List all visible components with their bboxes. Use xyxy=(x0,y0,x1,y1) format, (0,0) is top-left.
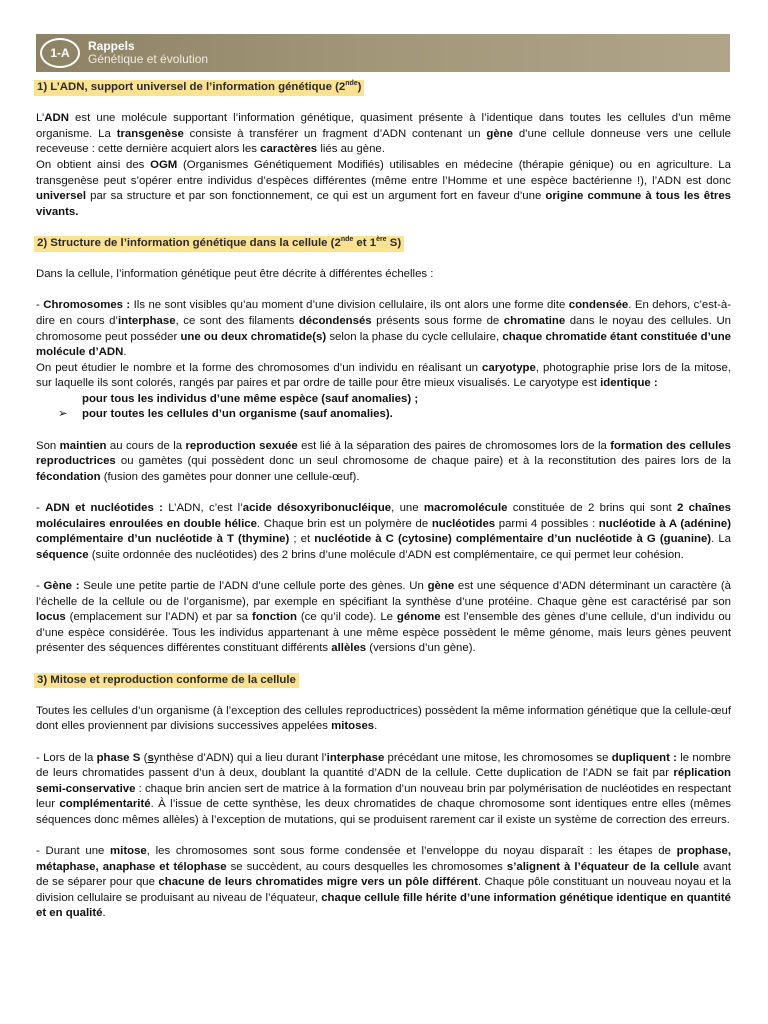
arrow-bullet-icon: ➢ xyxy=(58,408,68,421)
section-heading-3: 3) Mitose et reproduction conforme de la cellule xyxy=(34,673,299,689)
banner-text xyxy=(88,40,208,66)
chapter-badge: 1-A xyxy=(40,38,80,68)
paragraph-phase-s: - Lors de la phase S (synthèse d’ADN) qui a lieu durant l’interphase précédant une mitose, les chromosomes se dupliquent : le nombre de leurs chromatides passent d’un à deux, doublant la quantité d’ADN de la cellule. Cette duplication de l’ADN se fait par réplication semi-conservative : chaque brin ancien sert de matrice à la formation d’un nouveau brin par polymérisation de nucléotides en respectant leur complémentarité. À l’issue de cette synthèse, les deux chromatides de chaque chromosome sont identiques entre elles (mêmes séquences donc mêmes allèles) à l’exception de mutations, qui se produisent rarement car il existe un système de correction des erreurs. xyxy=(36,751,732,826)
list-item: pour tous les individus d’une même espèce (sauf anomalies) ; xyxy=(82,392,419,405)
header-banner xyxy=(36,34,730,72)
section-heading-2: 2) Structure de l’information génétique dans la cellule (2nde et 1ère S) xyxy=(34,236,404,252)
document-content xyxy=(36,80,731,922)
paragraph-ogm: On obtient ainsi des OGM (Organismes Génétiquement Modifiés) utilisables en médecine (thérapie génique) ou en agriculture. La transgenèse peut s’opérer entre individus d’espèces différentes (même entre l’Homme et une espèce bactérienne !), l’ADN est donc universel par sa structure et par son fonctionnement, ce qui est un argument fort en faveur d’une origine commune à tous les êtres vivants. xyxy=(36,158,732,218)
banner-subtitle: Génétique et évolution xyxy=(88,52,209,66)
paragraph-mitoses: Toutes les cellules d’un organisme (à l’exception des cellules reproductrices) possèdent la même information génétique que la cellule-œuf dont elles proviennent par divisions successives appelées mitoses. xyxy=(36,704,731,733)
paragraph-reproduction-sexuee: Son maintien au cours de la reproduction sexuée est lié à la séparation des paires de chromosomes lors de la formation des cellules reproductrices ou gamètes (qui possèdent donc un seul chromosome de chaque paire) et à la reconstitution des paires lors de la fécondation (fusion des gamètes pour donner une cellule-œuf). xyxy=(36,439,731,483)
list-item: ➢ pour toutes les cellules d’un organisme (sauf anomalies). xyxy=(58,407,731,423)
paragraph-caryotype: On peut étudier le nombre et la forme des chromosomes d’un individu en réalisant un caryotype, photographie prise lors de la mitose, sur laquelle ils sont colorés, rangés par paires et par ordre de taille pour être mieux visualisés. Le caryotype est identique : xyxy=(36,361,731,390)
section-heading-1: 1) L’ADN, support universel de l’information génétique (2nde) xyxy=(34,80,364,96)
paragraph-adn: L’ADN est une molécule supportant l’information génétique, quasiment présente à l’identique dans toutes les cellules d’un même organisme. La transgenèse consiste à transférer un fragment d’ADN contenant un gène d’une cellule donneuse vers une cellule receveuse : cette dernière acquiert alors les caractères liés au gène. xyxy=(36,112,731,156)
paragraph-mitose-etapes: - Durant une mitose, les chromosomes sont sous forme condensée et l’enveloppe du noyau disparaît : les étapes de prophase, métaphase, anaphase et télophase se succèdent, au cours desquelles les chromosomes s’alignent à l’équateur de la cellule avant de se séparer pour que chacune de leurs chromatides migre vers un pôle différent. Chaque pôle constituant un nouveau noyau et la division cellulaire se produisant au niveau de l’équateur, chaque cellule fille hérite d’une information génétique identique en quantité et en qualité. xyxy=(36,845,731,920)
paragraph-intro-echelles: Dans la cellule, l’information génétique peut être décrite à différentes échelles : xyxy=(36,268,434,281)
caryotype-list xyxy=(58,392,731,423)
paragraph-chromosomes: - Chromosomes : Ils ne sont visibles qu’au moment d’une division cellulaire, ils ont alors une forme dite condensée. En dehors, c’est-à-dire en cours d’interphase, ce sont des filaments décondensés présents sous forme de chromatine dans le noyau des cellules. Un chromosome peut posséder une ou deux chromatide(s) selon la phase du cycle cellulaire, chaque chromatide étant constituée d’une molécule d’ADN. xyxy=(36,299,732,359)
paragraph-gene: - Gène : Seule une petite partie de l’ADN d’une cellule porte des gènes. Un gène est une séquence d’ADN déterminant un caractère (à l’échelle de la cellule ou de l’organisme), par exemple en spécifiant la synthèse d’une protéine. Chaque gène est caractérisé par son locus (emplacement sur l’ADN) et par sa fonction (ce qu’il code). Le génome est l’ensemble des gènes d’une cellule, d’un individu ou d’une espèce considérée. Tous les individus appartenant à une même espèce possèdent le même génome, mais leurs gènes peuvent présenter des séquences différentes constituant différents allèles (versions d’un gène). xyxy=(36,580,731,655)
banner-title: Rappels xyxy=(88,39,135,53)
paragraph-nucleotides: - ADN et nucléotides : L’ADN, c’est l’acide désoxyribonucléique, une macromolécule constituée de 2 brins qui sont 2 chaînes moléculaires enroulées en double hélice. Chaque brin est un polymère de nucléotides parmi 4 possibles : nucléotide à A (adénine) complémentaire d’un nucléotide à T (thymine) ; et nucléotide à C (cytosine) complémentaire d’un nucléotide à G (guanine). La séquence (suite ordonnée des nucléotides) des 2 brins d’une molécule d’ADN est complémentaire, ce qui permet leur cohésion. xyxy=(36,502,732,561)
